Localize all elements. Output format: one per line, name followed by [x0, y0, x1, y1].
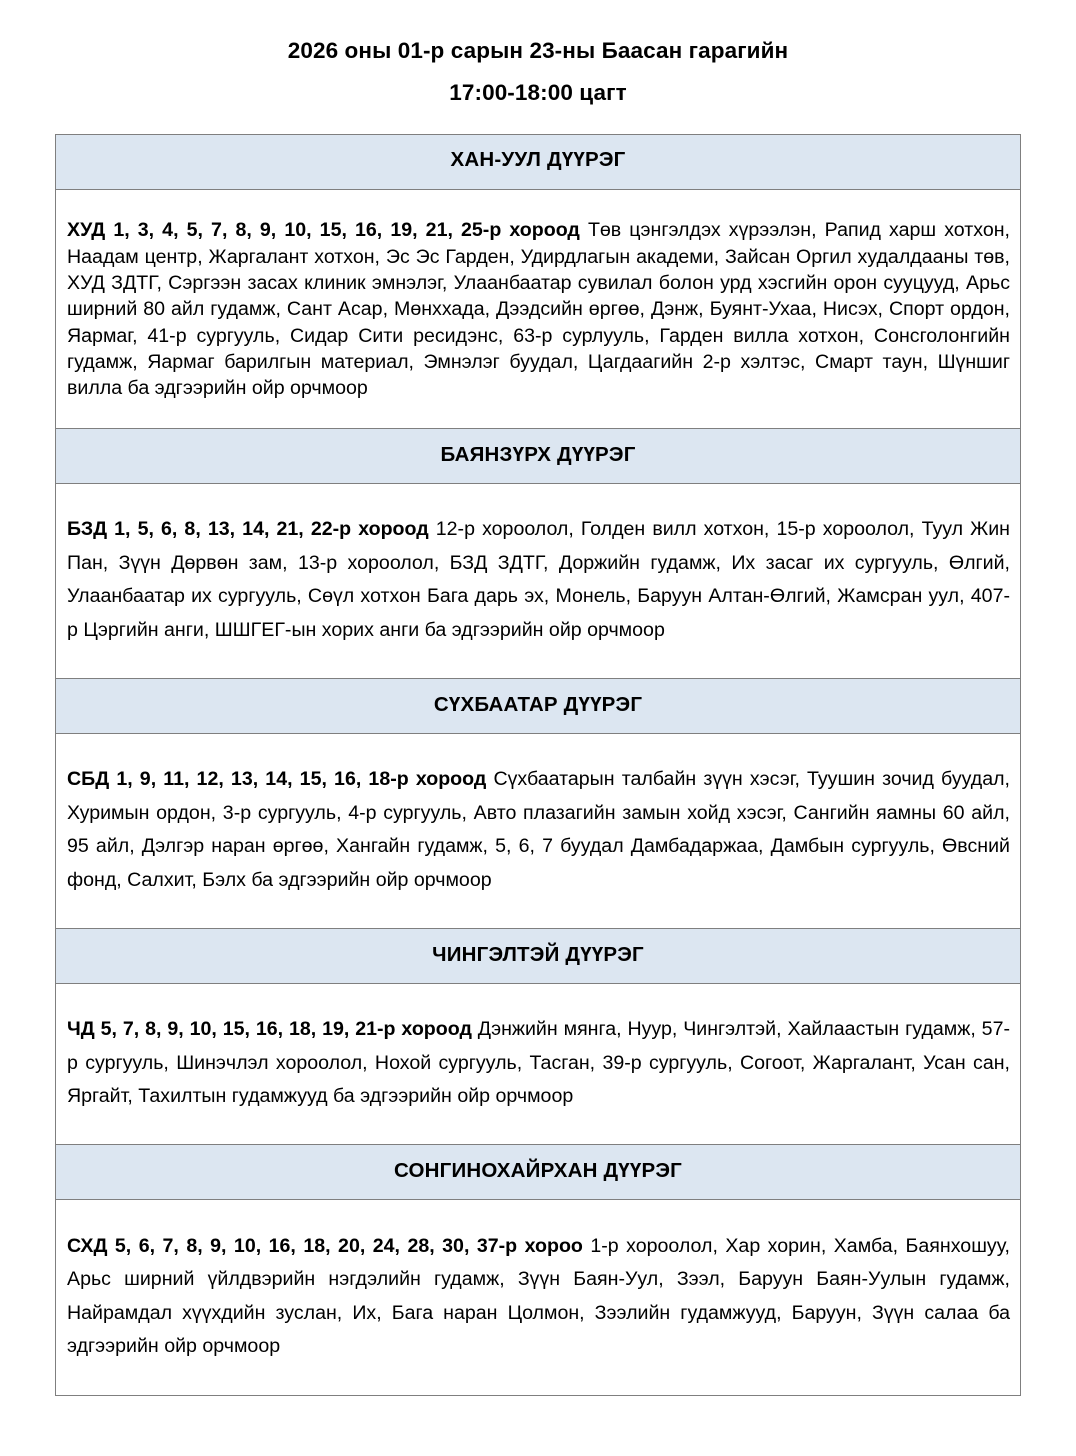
khoroo-list: ЧД 5, 7, 8, 9, 10, 15, 16, 18, 19, 21-р хороод [67, 1017, 472, 1040]
district-name: ХАН-УУЛ ДҮҮРЭГ [450, 148, 626, 172]
district-body-cell [56, 1200, 1021, 1395]
district-header-cell [56, 429, 1021, 484]
district-detail-text [67, 1230, 1010, 1363]
title-line-time: 17:00-18:00 цагт [449, 79, 627, 105]
district-name: БАЯНЗҮРХ ДҮҮРЭГ [440, 443, 636, 467]
district-body-row [56, 484, 1021, 679]
khoroo-list: СХД 5, 6, 7, 8, 9, 10, 16, 18, 20, 24, 28, 30, 37-р хороо [67, 1235, 583, 1258]
district-header-cell [56, 929, 1021, 984]
district-header-row [56, 429, 1021, 484]
district-name: СОНГИНОХАЙРХАН ДҮҮРЭГ [394, 1159, 682, 1183]
khoroo-list: БЗД 1, 5, 6, 8, 13, 14, 21, 22-р хороод [67, 517, 429, 540]
document-title-block [0, 0, 1076, 111]
district-body-row [56, 984, 1021, 1145]
title-line-date: 2026 оны 01-р сарын 23-ны Баасан гарагийн [287, 38, 789, 63]
district-detail-text [67, 217, 1010, 401]
outage-schedule-body [56, 134, 1021, 1395]
khoroo-list: СБД 1, 9, 11, 12, 13, 14, 15, 16, 18-р хороод [67, 767, 487, 790]
district-header-row [56, 679, 1021, 734]
district-detail-text [67, 513, 1010, 648]
district-header-cell [56, 134, 1021, 189]
district-header-cell [56, 1145, 1021, 1200]
district-body-cell [56, 734, 1021, 929]
district-header-row [56, 929, 1021, 984]
outage-schedule-table [55, 134, 1021, 1396]
district-body-cell [56, 984, 1021, 1145]
district-name: СҮХБААТАР ДҮҮРЭГ [433, 692, 643, 716]
district-header-row [56, 134, 1021, 189]
district-header-cell [56, 679, 1021, 734]
district-header-row [56, 1145, 1021, 1200]
location-list: 12-р хороолол, Голден вилл хотхон, 15-р хороолол, Туул Жин Пан, Зүүн Дөрвөн зам, 13-р хороолол, БЗД ЗДТГ, Доржийн гудамж, Их засаг их сургууль, Өлгий, Улаанбаатар их сургууль, Сөүл хотхон Бага дарь эх, Монель, Баруун Алтан-Өлгий, Жамсран уул, 407-р Цэргийн анги, ШШГЕГ-ын хорих анги ба эдгээрийн ойр орчмоор [67, 517, 1010, 641]
district-detail-text [67, 1013, 1010, 1114]
district-name: ЧИНГЭЛТЭЙ ДҮҮРЭГ [432, 942, 644, 966]
district-body-cell [56, 484, 1021, 679]
district-body-row [56, 1200, 1021, 1395]
district-body-row [56, 734, 1021, 929]
location-list: Дэнжийн мянга, Нуур, Чингэлтэй, Хайлаастын гудамж, 57-р сургууль, Шинэчлэл хороолол, Нохой сургууль, Тасган, 39-р сургууль, Согоот, Жаргалант, Усан сан, Яргайт, Тахилтын гудамжууд ба эдгээрийн ойр орчмоор [67, 1017, 1011, 1108]
location-list: 1-р хороолол, Хар хорин, Хамба, Баянхошуу, Арьс ширний үйлдвэрийн нэгдэлийн гудамж, Зүүн Баян-Уул, Зээл, Баруун Баян-Уулын гудамж, Найрамдал хүүхдийн зуслан, Их, Бага наран Цолмон, Зээлийн гудамжууд, Баруун, Зүүн салаа ба эдгээрийн ойр орчмоор [67, 1235, 1010, 1357]
district-detail-text [67, 763, 1010, 898]
location-list: Төв цэнгэлдэх хүрээлэн, Рапид харш хотхон, Наадам центр, Жаргалант хотхон, Эс Эс Гарден, Удирдлагын академи, Зайсан Оргил худалдааны төв, ХУД ЗДТГ, Сэргээн засах клиник эмнэлэг, Улаанбаатар сувилал болон урд хэсгийн орон сууцууд, Арьс ширний 80 айл гудамж, Сант Асар, Мөнххада, Дээдсийн өргөө, Дэнж, Буянт-Ухаа, Нисэх, Спорт ордон, Яармаг, 41-р сургууль, Сидар Сити ресидэнс, 63-р сурлууль, Гарден вилла хотхон, Сонсголонгийн гудамж, Яармаг барилгын материал, Эмнэлэг буудал, Цагдаагийн 2-р хэлтэс, Смарт таун, Шүншиг вилла ба эдгээрийн ойр орчмоор [67, 219, 1010, 400]
location-list: Сүхбаатарын талбайн зүүн хэсэг, Туушин зочид буудал, Хуримын ордон, 3-р сургууль, 4-р сургууль, Авто плазагийн замын хойд хэсэг, Сангийн яамны 60 айл, 95 айл, Дэлгэр наран өргөө, Хангайн гудамж, 5, 6, 7 буудал Дамбадаржаа, Дамбын сургууль, Өвсний фонд, Салхит, Бэлх ба эдгээрийн ойр орчмоор [67, 767, 1010, 891]
district-body-row [56, 189, 1021, 429]
district-body-cell [56, 189, 1021, 429]
khoroo-list: ХУД 1, 3, 4, 5, 7, 8, 9, 10, 15, 16, 19, 21, 25-р хороод [67, 219, 580, 242]
